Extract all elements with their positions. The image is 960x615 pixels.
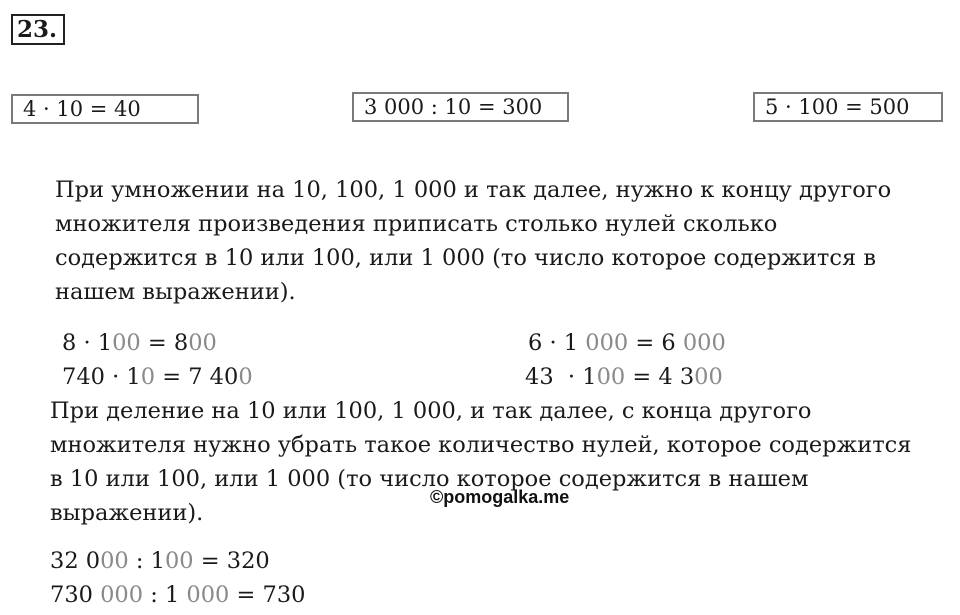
multiplication-rule-line: нашем выражении). [55,279,296,305]
highlighted-zeros: 000 [682,330,726,356]
equation-part: 6 · 1 [528,330,586,356]
equation-part: = 8 [140,330,189,356]
multiplication-rule-line: множителя произведения приписать столько нулей сколько [55,211,778,237]
multiplication-rule [55,173,891,309]
multiplication-example-1 [62,328,217,358]
highlighted-zeros: 00 [596,364,626,390]
equation-part: : 1 [128,548,165,574]
highlighted-zeros: 00 [188,330,217,356]
watermark: ©pomogalka.me [430,487,570,507]
highlighted-zeros: 0 [140,364,156,390]
division-example-2 [50,580,305,610]
equation-part: 740 · 1 [62,364,141,390]
highlighted-zeros: 000 [585,330,629,356]
multiplication-example-3 [62,362,253,392]
equation-part: = 7 40 [155,364,239,390]
highlighted-zeros: 00 [694,364,723,390]
equation-part: = 4 3 [625,364,695,390]
equation-part: = 6 [628,330,683,356]
boxed-expression-1: 4 · 10 = 40 [11,94,199,124]
task-number: 23. [11,14,65,45]
multiplication-rule-line: содержится в 10 или 100, или 1 000 (то число которое содержится в [55,245,876,271]
equation-part: 32 0 [50,548,101,574]
boxed-expression-2: 3 000 : 10 = 300 [352,92,569,122]
multiplication-example-2 [528,328,726,358]
equation-part: : 1 [143,582,187,608]
highlighted-zeros: 00 [164,548,194,574]
equation-part: 8 · 1 [62,330,113,356]
division-rule-line: выражении). [50,500,204,526]
division-example-1 [50,546,270,576]
equation-part: 730 [50,582,101,608]
highlighted-zeros: 00 [112,330,141,356]
highlighted-zeros: 00 [100,548,129,574]
boxed-expression-3: 5 · 100 = 500 [753,92,943,122]
equation-part: = 730 [229,582,306,608]
division-rule-line: множителя нужно убрать такое количество нулей, которое содержится [50,432,912,458]
division-rule-line: При деление на 10 или 100, 1 000, и так далее, с конца другого [50,398,812,424]
multiplication-example-4 [525,362,723,392]
equation-part: = 320 [193,548,270,574]
highlighted-zeros: 000 [186,582,230,608]
division-rule [50,394,911,530]
division-rule-line: в 10 или 100, или 1 000 (то число которое содержится в нашем [50,466,809,492]
multiplication-rule-line: При умножении на 10, 100, 1 000 и так далее, нужно к концу другого [55,177,892,203]
highlighted-zeros: 000 [100,582,144,608]
equation-part: 43 · 1 [525,364,597,390]
highlighted-zeros: 0 [238,364,253,390]
